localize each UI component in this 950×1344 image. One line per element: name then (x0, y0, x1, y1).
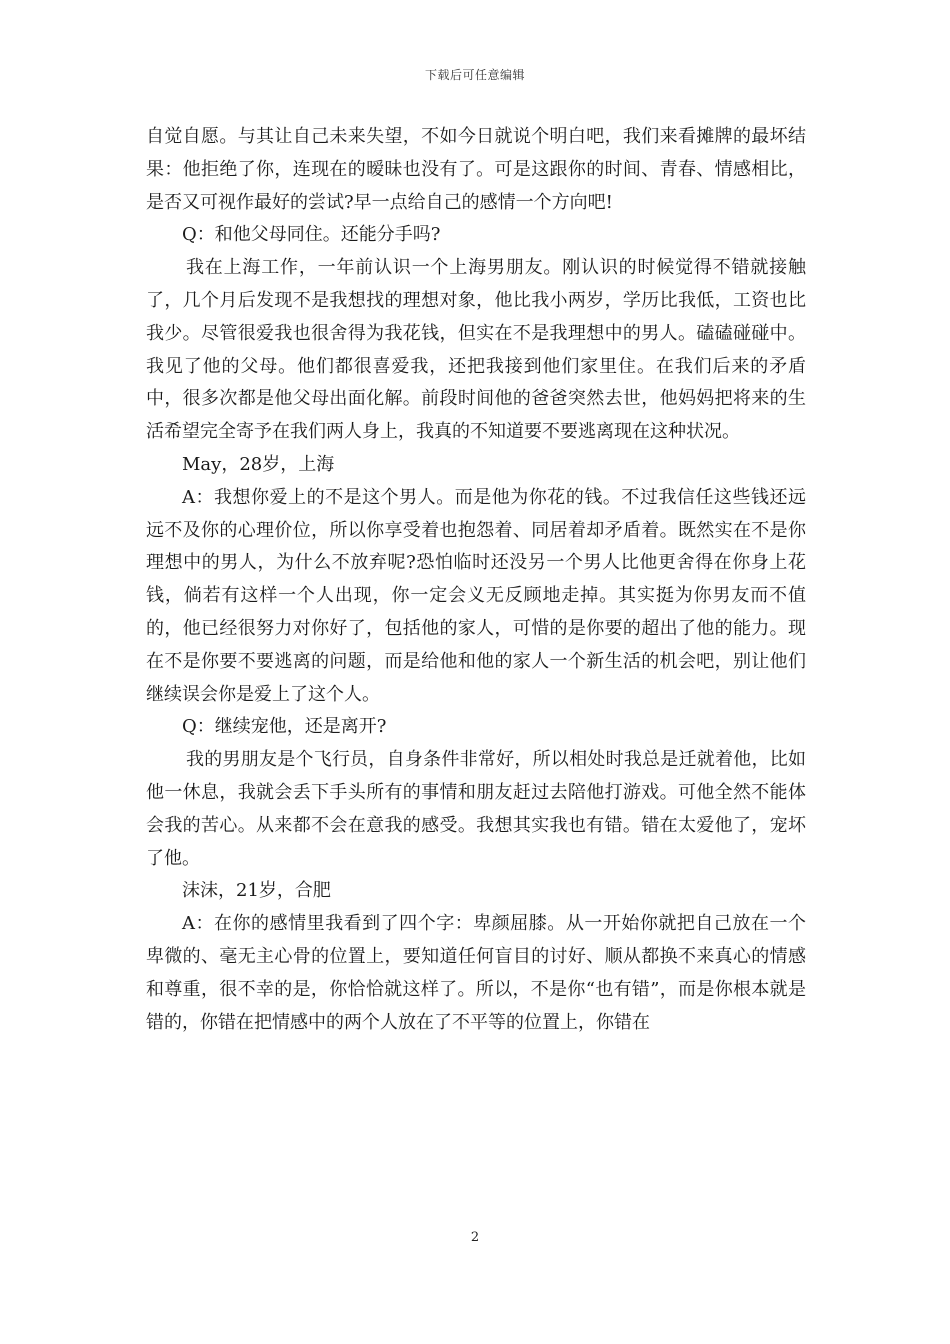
question-signature: May，28岁，上海 (182, 453, 335, 475)
document-body (146, 121, 806, 1039)
answer-paragraph: A：在你的感情里我看到了四个字：卑颜屈膝。从一开始你就把自己放在一个卑微的、毫无主心骨的位置上，要知道任何盲目的讨好、顺从都换不来真心的情感和尊重，很不幸的是，你恰恰就这样了。所以，不是你“也有错”，而是你根本就是错的，你错在把情感中的两个人放在了不平等的位置上，你错在 (146, 913, 806, 1033)
paragraph-continuation: 自觉自愿。与其让自己未来失望，不如今日就说个明白吧，我们来看摊牌的最坏结果：他拒绝了你，连现在的暧昧也没有了。可是这跟你的时间、青春、情感相比，是否又可视作最好的尝试?早一点给自己的感情一个方向吧! (146, 126, 806, 213)
question-heading: Q：继续宠他，还是离开? (182, 716, 387, 738)
page-number: 2 (470, 1230, 480, 1245)
question-signature: 沫沫，21岁，合肥 (182, 880, 331, 902)
page-header: 下载后可任意编辑 (424, 68, 525, 82)
answer-paragraph: A：我想你爱上的不是这个男人。而是他为你花的钱。不过我信任这些钱还远远不及你的心理价位，所以你享受着也抱怨着、同居着却矛盾着。既然实在不是你理想中的男人，为什么不放弃呢?恐怕临时还没另一个男人比他更舍得在你身上花钱，倘若有这样一个人出现，你一定会义无反顾地走掉。其实挺为你男友而不值的，他已经很努力对你好了，包括他的家人，可惜的是你要的超出了他的能力。现在不是你要不要逃离的问题，而是给他和他的家人一个新生活的机会吧，别让他们继续误会你是爱上了这个人。 (146, 486, 806, 705)
question-body: 我在上海工作，一年前认识一个上海男朋友。刚认识的时候觉得不错就接触了，几个月后发现不是我想找的理想对象，他比我小两岁，学历比我低，工资也比我少。尽管很爱我也很舍得为我花钱，但实在不是我理想中的男人。磕磕碰碰中。我见了他的父母。他们都很喜爱我，还把我接到他们家里住。在我们后来的矛盾中，很多次都是他父母出面化解。前段时间他的爸爸突然去世，他妈妈把将来的生活希望完全寄予在我们两人身上，我真的不知道要不要逃离现在这种状况。 (146, 257, 806, 443)
question-heading: Q：和他父母同住。还能分手吗? (182, 224, 441, 246)
question-body: 我的男朋友是个飞行员，自身条件非常好，所以相处时我总是迁就着他，比如他一休息，我就会丢下手头所有的事情和朋友赶过去陪他打游戏。可他全然不能体会我的苦心。从来都不会在意我的感受。我想其实我也有错。错在太爱他了，宠坏了他。 (146, 749, 806, 869)
